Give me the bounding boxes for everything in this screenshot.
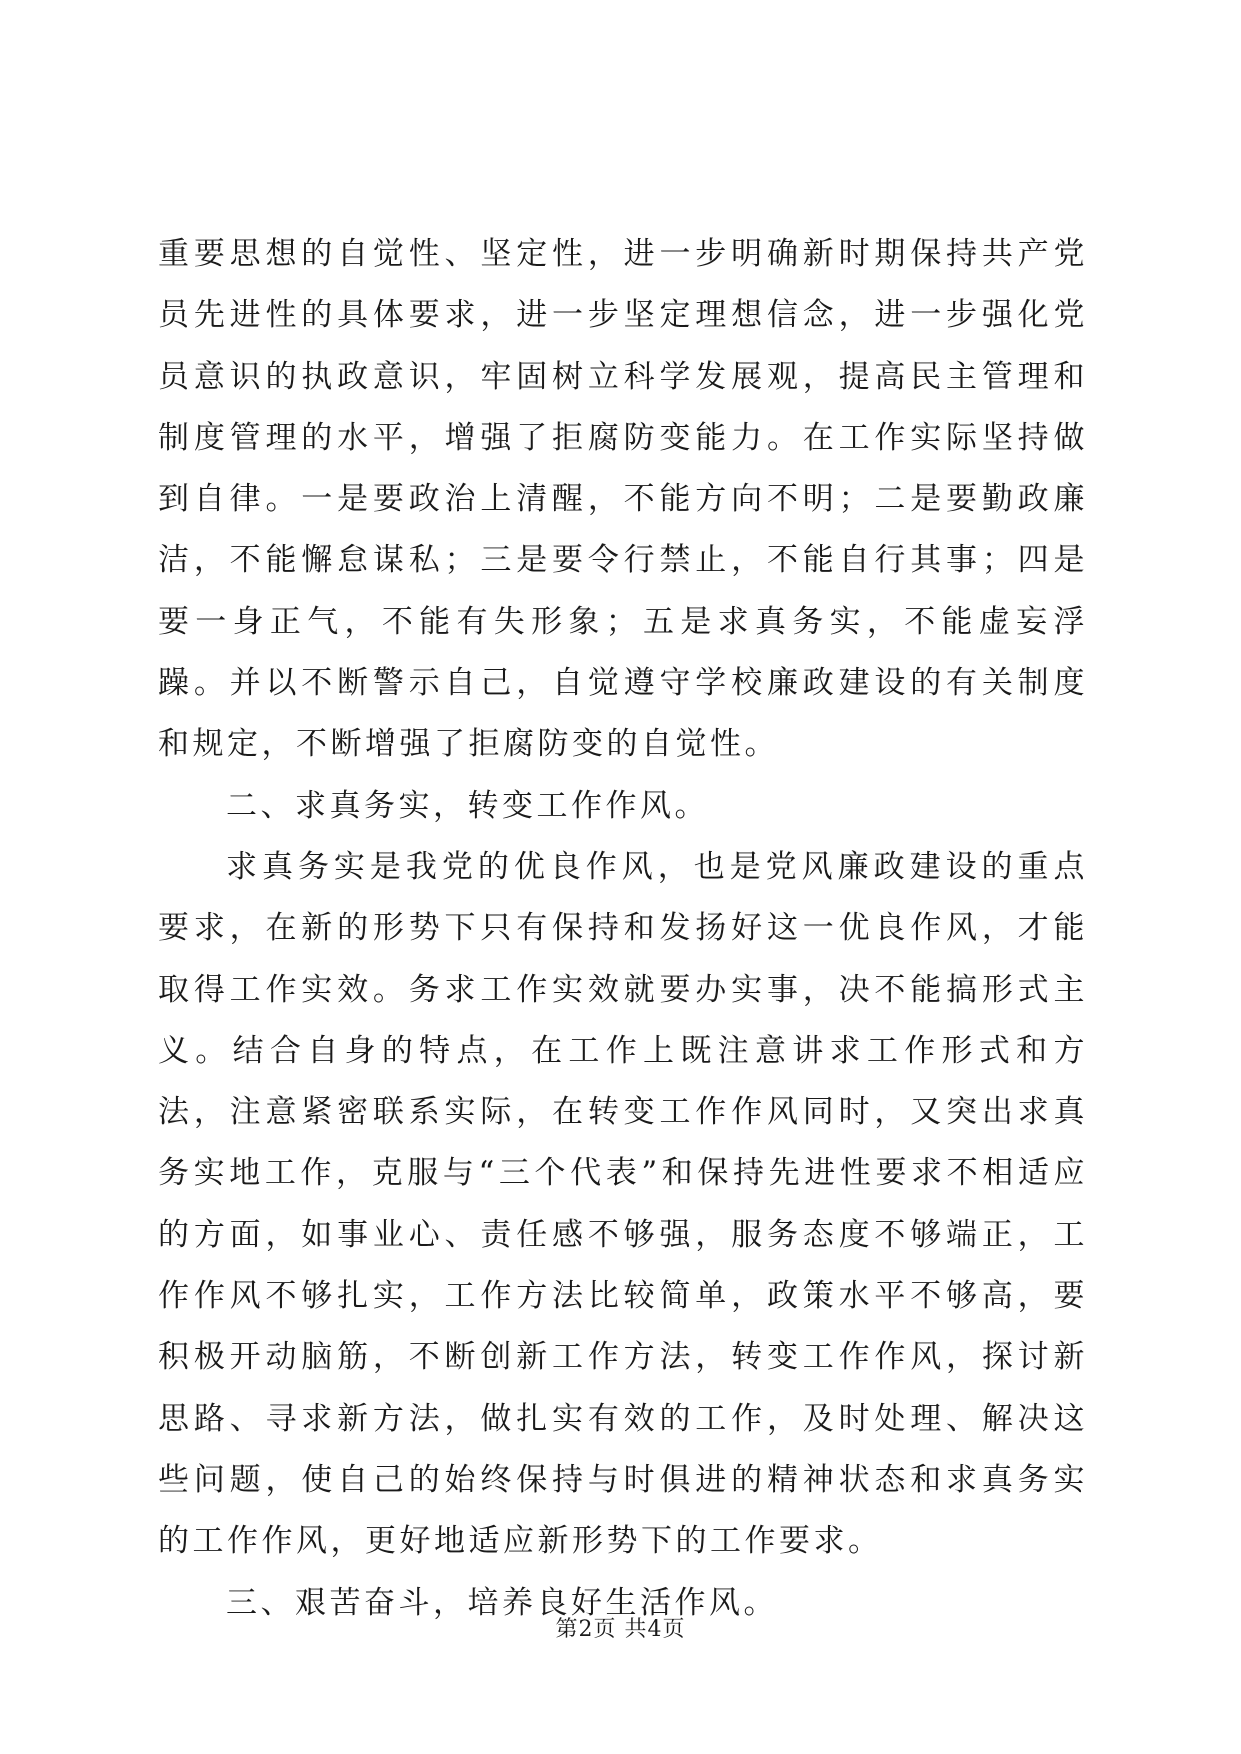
page-footer: 第2页 共4页 bbox=[555, 1617, 686, 1642]
section-heading-3: 三、艰苦奋斗，培养良好生活作风。 bbox=[226, 1584, 778, 1621]
paragraph-work-style: 求真务实是我党的优良作风，也是党风廉政建设的重点要求，在新的形势下只有保持和发扬好这一优良作风，才能取得工作实效。务求工作实效就要办实事，决不能搞形式主义。结合自身的特点，在工作上既注意讲求工作形式和方法，注意紧密联系实际，在转变工作作风同时，又突出求真务实地工作，克服与“三个代表”和保持先进性要求不相适应的方面，如事业心、责任感不够强，服务态度不够端正，工作作风不够扎实，工作方法比较简单，政策水平不够高，要积极开动脑筋，不断创新工作方法，转变工作作风，探讨新思路、寻求新方法，做扎实有效的工作，及时处理、解决这些问题，使自己的始终保持与时俱进的精神状态和求真务实的工作作风，更好地适应新形势下的工作要求。 bbox=[158, 848, 1088, 1560]
document-body bbox=[158, 224, 1088, 1634]
section-heading-2: 二、求真务实，转变工作作风。 bbox=[226, 787, 709, 824]
paragraph-continuation: 重要思想的自觉性、坚定性，进一步明确新时期保持共产党员先进性的具体要求，进一步坚定理想信念，进一步强化党员意识的执政意识，牢固树立科学发展观，提高民主管理和制度管理的水平，增强了拒腐防变能力。在工作实际坚持做到自律。一是要政治上清醒，不能方向不明；二是要勤政廉洁，不能懈怠谋私；三是要令行禁止，不能自行其事；四是要一身正气，不能有失形象；五是求真务实，不能虚妄浮躁。并以不断警示自己，自觉遵守学校廉政建设的有关制度和规定，不断增强了拒腐防变的自觉性。 bbox=[158, 236, 1088, 763]
